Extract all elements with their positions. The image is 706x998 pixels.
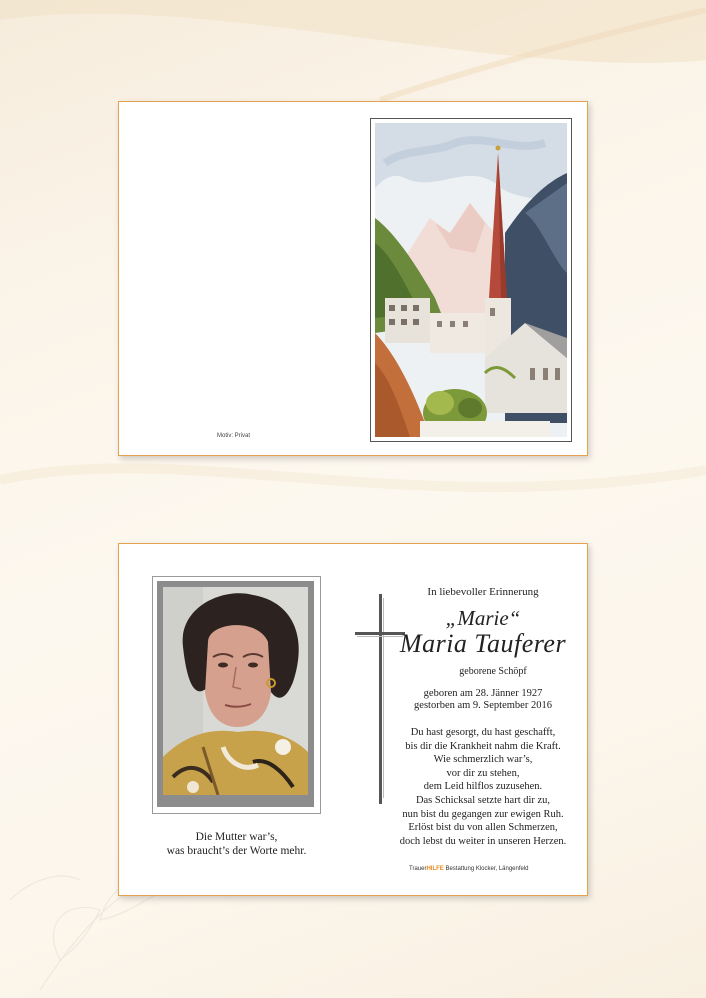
death-date: gestorben am 9. September 2016 [414, 700, 552, 711]
poem-line: Du hast gesorgt, du hast geschafft, [410, 727, 556, 738]
portrait-frame [152, 576, 321, 814]
poem-line: doch lebst du weiter in unseren Herzen. [399, 835, 567, 847]
poem-line: Das Schicksal setzte hart dir zu, [415, 794, 551, 806]
life-dates [379, 688, 587, 712]
portrait-mat [157, 581, 314, 807]
poem-line: nun bist du gegangen zur ewigen Ruh. [402, 808, 564, 820]
card-front-cover [118, 101, 588, 456]
quote-line: was braucht’s der Worte mehr. [166, 845, 307, 857]
funeral-home-credit [409, 866, 529, 872]
quote-block [139, 830, 334, 858]
motif-credit: Motiv: Privat [217, 433, 251, 439]
heading-text: In liebevoller Erinnerung [427, 586, 539, 598]
birth-date: geboren am 28. Jänner 1927 [423, 688, 543, 699]
credit-text: Bestattung Klocker, Längenfeld [443, 866, 529, 872]
poem-line: Erlöst bist du von allen Schmerzen, [408, 822, 558, 834]
brand-trauer: Trauer [409, 866, 427, 872]
poem [379, 726, 587, 848]
poem-line: bis dir die Krankheit nahm die Kraft. [405, 740, 561, 752]
birth-name: geborene Schöpf [459, 666, 527, 677]
card-inside [118, 543, 588, 896]
quote-line: Die Mutter war’s, [195, 831, 278, 843]
deceased-name: Maria Tauferer [399, 629, 567, 658]
brand-hilfe: HILFE [426, 866, 444, 872]
poem-line: dem Leid hilflos zuzusehen. [423, 781, 543, 793]
portrait-photo [163, 587, 308, 795]
poem-line: vor dir zu stehen, [446, 767, 520, 779]
watercolor-church-painting [375, 123, 567, 437]
poem-line: Wie schmerzlich war’s, [433, 754, 533, 766]
watercolor-painting-frame [370, 118, 572, 442]
nickname: „Marie“ [445, 606, 521, 630]
